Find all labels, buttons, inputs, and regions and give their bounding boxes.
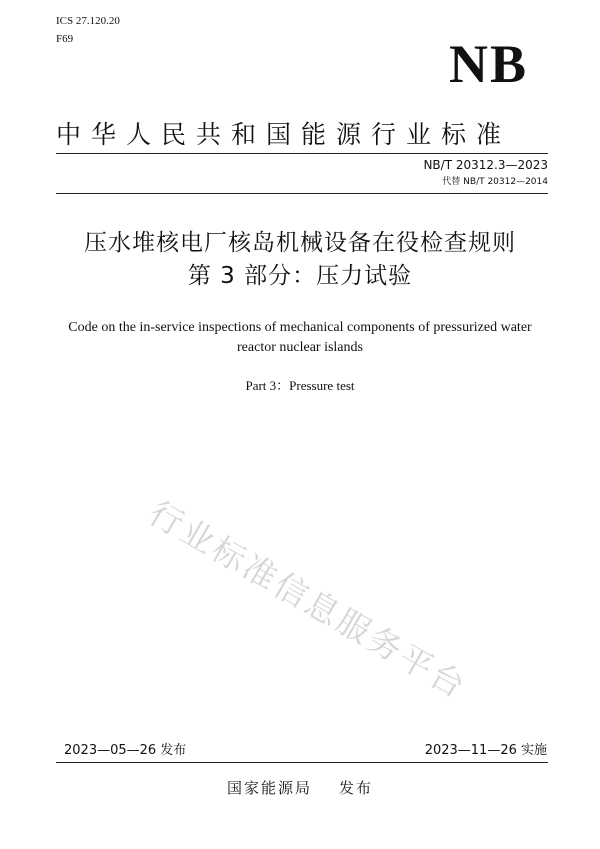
title-cn-line2: 第 3 部分：压力试验: [187, 263, 413, 289]
publisher: 国家能源局 发布: [226, 779, 374, 797]
bottom-divider: [56, 762, 548, 763]
nb-logo: NB: [448, 34, 528, 94]
title-cn-line1: 压水堆核电厂核岛机械设备在役检查规则: [84, 230, 516, 256]
standard-type-heading: 中华人民共和国能源行业标准: [56, 120, 512, 149]
title-en-line2: reactor nuclear islands: [237, 340, 363, 355]
implementation-date: 2023—11—26 实施: [424, 743, 547, 758]
second-divider: [56, 193, 548, 194]
title-en-line1: Code on the in-service inspections of mechanical components of pressurized water: [68, 320, 532, 335]
part-title-en: Part 3：Pressure test: [245, 378, 355, 393]
ics-code: ICS 27.120.20: [56, 15, 120, 27]
standard-number: NB/T 20312.3—2023: [423, 158, 548, 172]
replaces-standard: 代替 NB/T 20312—2014: [442, 177, 548, 187]
clc-code: F69: [56, 33, 74, 45]
watermark-text: 行业标准信息服务平台: [142, 493, 474, 707]
issue-date: 2023—05—26 发布: [64, 743, 187, 758]
top-divider: [56, 153, 548, 154]
